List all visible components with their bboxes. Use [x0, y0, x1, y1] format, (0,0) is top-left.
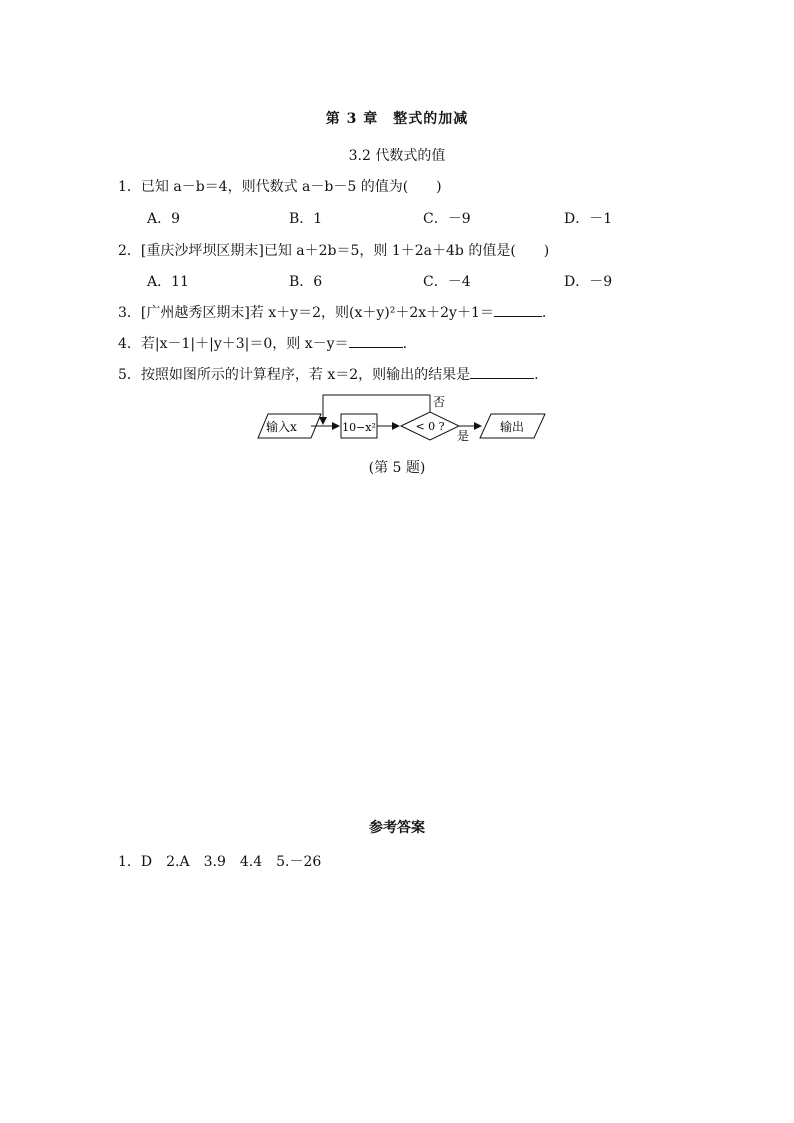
question-1-option-b: B．1	[289, 211, 323, 227]
question-4	[118, 333, 407, 353]
question-2-option-a: A．11	[147, 274, 189, 290]
answer-title: 参考答案	[369, 820, 425, 836]
condition-label: < 0 ?	[415, 420, 445, 433]
answer-line: 1．D 2.A 3.9 4.4 5.－26	[118, 854, 322, 870]
figure-caption: (第 5 题)	[368, 460, 426, 476]
question-2-option-c: C．－4	[423, 274, 471, 290]
output-label: 输出	[499, 420, 525, 434]
input-label: 输入x	[266, 420, 297, 434]
question-2-option-d: D．－9	[564, 274, 613, 290]
answer-blank	[349, 333, 403, 348]
question-2-stem: 2．[重庆沙坪坝区期末]已知 a＋2b＝5，则 1＋2a＋4b 的值是( )	[118, 243, 550, 259]
question-1-option-a: A．9	[147, 211, 181, 227]
answer-blank	[470, 364, 534, 379]
question-5-stem: 5．按照如图所示的计算程序，若 x＝2，则输出的结果是	[118, 367, 471, 383]
compute-label: 10−x²	[342, 421, 376, 434]
chapter-title: 第 3 章 整式的加减	[325, 111, 469, 127]
question-3-stem: 3．[广州越秀区期末]若 x＋y＝2，则(x＋y)²＋2x＋2y＋1＝	[118, 305, 494, 321]
question-5	[118, 364, 539, 384]
period: .	[541, 305, 547, 321]
period: .	[402, 336, 408, 352]
flowchart	[255, 392, 555, 448]
question-1-option-d: D．－1	[564, 211, 613, 227]
answer-blank	[494, 302, 542, 317]
question-4-stem: 4．若|x－1|＋|y＋3|＝0，则 x－y＝	[118, 336, 349, 352]
yes-label: 是	[457, 429, 470, 443]
question-2-option-b: B．6	[289, 274, 323, 290]
question-1-stem: 1．已知 a－b＝4，则代数式 a－b－5 的值为( )	[118, 179, 442, 195]
period: .	[534, 367, 539, 383]
question-1-option-c: C．－9	[423, 211, 471, 227]
section-title: 3.2 代数式的值	[348, 148, 446, 164]
no-label: 否	[433, 395, 446, 409]
question-3	[118, 302, 546, 322]
